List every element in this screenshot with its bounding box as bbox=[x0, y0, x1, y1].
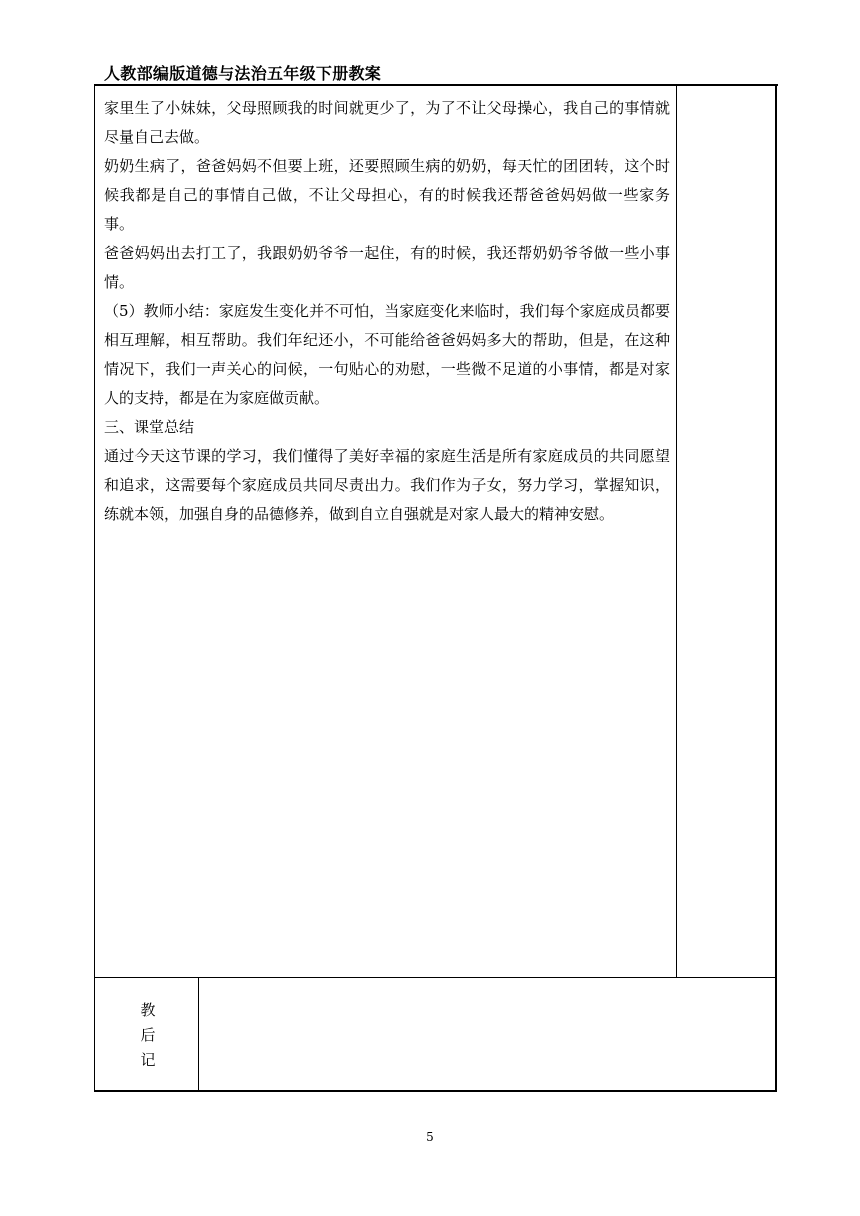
notes-column-divider bbox=[676, 86, 677, 977]
paragraph-3: 爸爸妈妈出去打工了，我跟奶奶爷爷一起住，有的时候，我还帮奶奶爷爷做一些小事情。 bbox=[104, 244, 670, 291]
page-number: 5 bbox=[426, 1130, 434, 1144]
reflection-label-char-3: 记 bbox=[140, 1051, 156, 1069]
reflection-label bbox=[130, 998, 166, 1073]
paragraph-1: 家里生了小妹妹，父母照顾我的时间就更少了，为了不让父母操心，我自己的事情就尽量自己去做。 bbox=[104, 99, 670, 146]
teacher-summary-paragraph: （5）教师小结：家庭发生变化并不可怕，当家庭变化来临时，我们每个家庭成员都要相互理解，相互帮助。我们年纪还小，不可能给爸爸妈妈多大的帮助，但是，在这种情况下，我们一声关心的问候，一句贴心的劝慰，一些微不足道的小事情，都是对家人的支持，都是在为家庭做贡献。 bbox=[104, 302, 670, 407]
document-header-title: 人教部编版道德与法治五年级下册教案 bbox=[104, 64, 382, 83]
reflection-row-divider bbox=[94, 977, 777, 978]
reflection-label-char-2: 后 bbox=[140, 1026, 156, 1044]
reflection-label-char-1: 教 bbox=[140, 1001, 156, 1019]
lesson-content bbox=[104, 94, 670, 529]
class-summary-paragraph: 通过今天这节课的学习，我们懂得了美好幸福的家庭生活是所有家庭成员的共同愿望和追求，这需要每个家庭成员共同尽责出力。我们作为子女，努力学习，掌握知识，练就本领，加强自身的品德修养，做到自立自强就是对家人最大的精神安慰。 bbox=[104, 447, 670, 523]
paragraph-2: 奶奶生病了，爸爸妈妈不但要上班，还要照顾生病的奶奶，每天忙的团团转，这个时候我都是自己的事情自己做，不让父母担心，有的时候我还帮爸爸妈妈做一些家务事。 bbox=[104, 157, 670, 233]
section-heading-class-summary: 三、课堂总结 bbox=[104, 418, 195, 436]
reflection-label-divider bbox=[198, 977, 199, 1091]
